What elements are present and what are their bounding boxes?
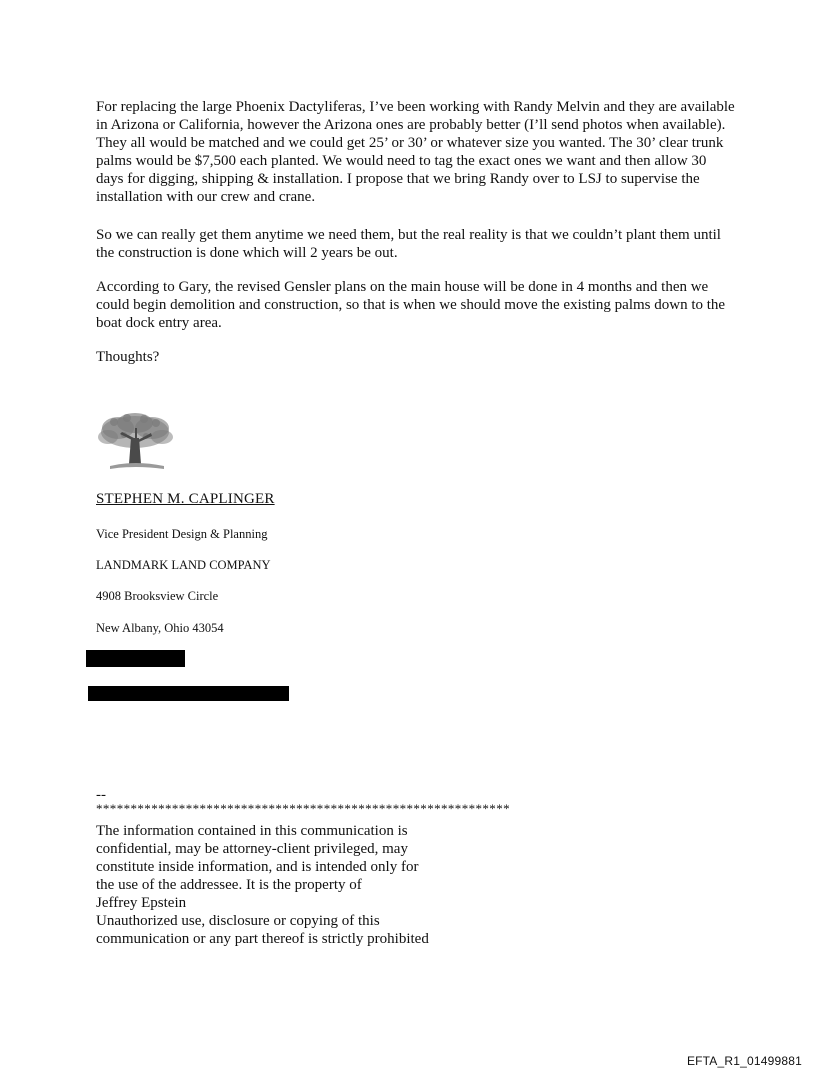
disclaimer-line: The information contained in this communication is xyxy=(96,823,408,839)
signature-company: LANDMARK LAND COMPANY xyxy=(96,558,271,572)
disclaimer-line: the use of the addressee. It is the property of xyxy=(96,877,362,893)
document-id: EFTA_R1_01499881 xyxy=(686,1054,802,1068)
confidentiality-disclaimer xyxy=(96,822,476,948)
redaction-bar xyxy=(88,686,289,701)
disclaimer-line: Jeffrey Epstein xyxy=(96,895,187,911)
signature-title: Vice President Design & Planning xyxy=(96,527,268,541)
disclaimer-line: confidential, may be attorney-client privileged, may xyxy=(96,841,408,857)
signature-separator: -- xyxy=(96,787,106,803)
tree-icon xyxy=(94,410,176,476)
redaction-bar xyxy=(86,650,185,667)
body-paragraph-1: For replacing the large Phoenix Dactyliferas, I’ve been working with Randy Melvin and they are available in Arizona or California, however the Arizona ones are probably better (I’ll send photos when available). They all would be matched and we could get 25’ or 30’ or whatever size you wanted. The 30’ clear trunk palms would be $7,500 each planted. We would need to tag the exact ones we want and then allow 30 days for digging, shipping & installation. I propose that we bring Randy over to LSJ to supervise the installation with our crew and crane. xyxy=(96,99,735,205)
body-paragraph-4: Thoughts? xyxy=(96,349,160,365)
disclaimer-line: constitute inside information, and is intended only for xyxy=(96,859,419,875)
disclaimer-line: communication or any part thereof is strictly prohibited xyxy=(96,931,429,947)
signature-name: STEPHEN M. CAPLINGER xyxy=(96,491,275,507)
body-paragraph-2: So we can really get them anytime we need them, but the real reality is that we couldn’t plant them until the construction is done which will 2 years be out. xyxy=(96,227,721,261)
signature-city: New Albany, Ohio 43054 xyxy=(96,621,224,635)
body-paragraph-3: According to Gary, the revised Gensler plans on the main house will be done in 4 months and then we could begin demolition and construction, so that is when we should move the existing palms down to the boat dock entry area. xyxy=(96,279,726,331)
star-divider: ************************************************************ xyxy=(96,801,510,816)
signature-street: 4908 Brooksview Circle xyxy=(96,589,219,603)
disclaimer-line: Unauthorized use, disclosure or copying of this xyxy=(96,913,380,929)
